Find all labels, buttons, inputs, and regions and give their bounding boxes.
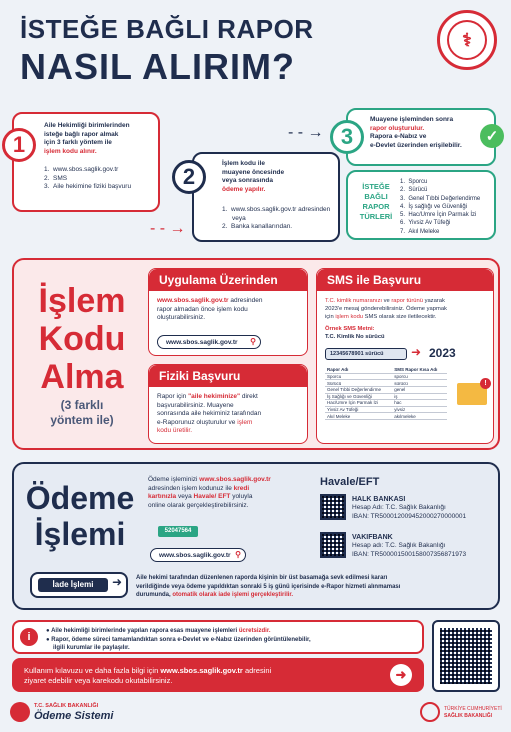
refund-text: verildiğinde veya ödeme yapıldıktan sonraki 5 iş günü içerisinde e-Rapor hizmeti alınmaması bbox=[136, 583, 401, 590]
info-icon: i bbox=[20, 628, 38, 646]
step3-number: 3 bbox=[330, 120, 364, 154]
sms-example-text: T.C. Kimlik No sürücü bbox=[325, 334, 385, 340]
step3-highlight: rapor oluşturulur. bbox=[370, 124, 425, 132]
step1-text: Aile Hekimliği birimlerinden bbox=[44, 122, 130, 129]
note-item: ilgili kurumlar ile paylaşılır. bbox=[53, 645, 130, 651]
app-card-text: www.sbos.saglik.gov.tr adresinden bbox=[157, 297, 263, 304]
sms-table bbox=[325, 367, 447, 420]
step3-text: Rapora e-Nabız ve bbox=[370, 133, 427, 140]
payment-text: Ödeme işleminizi www.sbos.saglik.gov.tr bbox=[148, 476, 271, 483]
check-icon: ✓ bbox=[480, 124, 504, 148]
step3-text: e-Devlet üzerinden erişilebilir. bbox=[370, 141, 462, 149]
physical-card-text: e-Raporunuz oluşturulur ve işlem bbox=[157, 418, 253, 426]
physical-card bbox=[148, 364, 308, 444]
sms-card-text: 2023'e mesaj gönderebilirsiniz. Ödeme yapmak bbox=[325, 306, 447, 312]
step1-item: 3. Aile hekimine fiziki başvuru bbox=[44, 183, 132, 190]
payment-heading: Ödeme İşlemi bbox=[25, 480, 135, 552]
footer-text: Kullanım kılavuzu ve daha fazla bilgi için www.sbos.saglik.gov.tr adresini bbox=[24, 666, 272, 675]
note-item: ● Aile hekimliği birimlerinde yapılan rapora esas muayene işlemleri ücretsizdir. bbox=[46, 628, 271, 634]
refund-label: İade İşlemi bbox=[38, 578, 108, 592]
report-type-item: 3. Genel Tıbbi Değerlendirme bbox=[400, 195, 481, 202]
footer-bar bbox=[12, 658, 424, 692]
step2-text: muayene öncesinde bbox=[222, 168, 285, 176]
app-card-text: rapor almadan önce işlem kodu bbox=[157, 305, 248, 313]
refund-text: durumunda, otomatik olarak iade işlemi gerçekleştirilir. bbox=[136, 592, 294, 598]
app-card bbox=[148, 268, 308, 356]
refund-badge bbox=[30, 572, 128, 598]
sms-card-title: SMS ile Başvuru bbox=[317, 269, 493, 291]
notes-box bbox=[12, 620, 424, 654]
page-title-line2: NASIL ALIRIM? bbox=[20, 46, 295, 87]
physical-card-text: Rapor için "aile hekiminize" direkt bbox=[157, 393, 258, 400]
step2-highlight: ödeme yapılır. bbox=[222, 185, 266, 193]
ministry-footer-logo-icon bbox=[420, 702, 440, 722]
qr-code-icon bbox=[320, 494, 346, 520]
step2-card bbox=[192, 152, 340, 242]
table-row: Hac/Umre İçin Parmak İzi hac bbox=[325, 400, 447, 407]
payment-text: online olarak gerçekleştirebilirsiniz. bbox=[148, 501, 249, 509]
report-types-card bbox=[346, 170, 496, 240]
sms-card-text: T.C. kimlik numaranızı ve rapor türünü yazarak bbox=[325, 298, 445, 304]
sms-number: 2023 bbox=[429, 346, 456, 360]
table-row: İş Sağlığı ve Güvenliği iş bbox=[325, 393, 447, 400]
table-header: SMS Rapor Kısa Adı bbox=[392, 367, 447, 373]
step3-card bbox=[346, 108, 496, 166]
note-item: ● Rapor, ödeme süreci tamamlandıktan sonra e-Devlet ve e-Nabız üzerinden görüntülenebilir, bbox=[46, 636, 311, 643]
report-types-list bbox=[400, 178, 480, 236]
search-input[interactable]: www.sbos.saglik.gov.tr ⚲ bbox=[157, 335, 261, 349]
code-section-heading: İşlem Kodu Alma bbox=[38, 282, 126, 396]
table-row: Genel Tıbbi Değerlendirme genel bbox=[325, 386, 447, 393]
refund-text: Aile hekimi tarafından düzenlenen raporda kişinin bir üst basamağa sevk edilmesi kararı bbox=[136, 575, 388, 581]
table-row: Akıl Meleke akılmeleke bbox=[325, 413, 447, 420]
search-icon: ⚲ bbox=[235, 550, 241, 559]
page-title-line1: İSTEĞE BAĞLI RAPOR bbox=[20, 14, 314, 44]
step2-text: İşlem kodu ile bbox=[222, 160, 265, 167]
bank-vakif: VAKIFBANK Hesap adı: T.C. Sağlık Bakanlığı IBAN: TR500001500158007356871973 bbox=[352, 534, 467, 558]
report-type-item: 5. Hac/Umre İçin Parmak İzi bbox=[400, 212, 477, 219]
step1-item: 2. SMS bbox=[44, 174, 68, 182]
arrow-right-icon: ➜ bbox=[112, 575, 123, 589]
caduceus-icon: ⚕ bbox=[447, 20, 487, 60]
table-row: Sürücü sürücü bbox=[325, 380, 447, 387]
report-type-item: 4. İş sağlığı ve Güvenliği bbox=[400, 203, 468, 210]
step1-text: için 3 farklı yöntem ile bbox=[44, 139, 112, 146]
report-types-label: İSTEĞE BAĞLI RAPOR TÜRLERİ bbox=[359, 182, 393, 221]
step1-card bbox=[12, 112, 160, 212]
footer-text: ziyaret edebilir veya karekodu okutabilirsiniz. bbox=[24, 676, 173, 685]
ministry-footer-text: TÜRKİYE CUMHURİYETİ SAĞLIK BAKANLIĞI bbox=[444, 706, 502, 719]
payment-section bbox=[12, 462, 500, 610]
step3-text: Muayene işleminden sonra bbox=[370, 116, 454, 123]
report-type-item: 1. Sporcu bbox=[400, 179, 428, 185]
table-row: Sporcu sporcu bbox=[325, 373, 447, 380]
arrow-right-icon: ➜ bbox=[390, 664, 412, 686]
sms-example-input: 12345678901 sürücü bbox=[325, 348, 407, 360]
envelope-icon: ! bbox=[457, 383, 487, 405]
step1-text: isteğe bağlı rapor almak bbox=[44, 130, 119, 138]
step2-number: 2 bbox=[172, 160, 206, 194]
physical-card-title: Fiziki Başvuru bbox=[149, 365, 307, 387]
step1-item: 1. www.sbos.saglik.gov.tr bbox=[44, 166, 119, 173]
havale-title: Havale/EFT bbox=[320, 476, 380, 488]
code-section-subheading: (3 farklı yöntem ile) bbox=[50, 398, 114, 427]
report-type-item: 6. Yivsiz Av Tüfeği bbox=[400, 220, 451, 227]
payment-text: adresinden işlem kodunuz ile kredi bbox=[148, 484, 250, 492]
physical-card-text: başvurabilirsiniz. Muayene bbox=[157, 401, 234, 409]
payment-search-input[interactable]: www.sbos.saglik.gov.tr ⚲ bbox=[150, 548, 246, 562]
step2-text: veya sonrasında bbox=[222, 177, 273, 184]
physical-card-text: sonrasında aile hekiminiz tarafından bbox=[157, 410, 262, 417]
qr-code-icon bbox=[320, 532, 346, 558]
dashed-arrow-icon: - - → bbox=[150, 220, 186, 237]
step2-item: 2. Banka kanallarından. bbox=[222, 223, 293, 230]
sms-card-text: için işlem kodu SMS olarak size iletilecektir. bbox=[325, 314, 437, 320]
brand-logo-icon bbox=[10, 702, 30, 722]
step2-item: 1. www.sbos.saglik.gov.tr adresinden veya bbox=[222, 206, 331, 222]
report-type-item: 7. Akıl Meleke bbox=[400, 228, 440, 235]
bank-halk: HALK BANKASI Hesap Adı: T.C. Sağlık Bakanlığı IBAN: TR500012009452000270000001 bbox=[352, 496, 467, 520]
sms-card bbox=[316, 268, 494, 444]
report-type-item: 2. Sürücü bbox=[400, 187, 428, 194]
app-card-text: oluşturabilirsiniz. bbox=[157, 314, 206, 321]
qr-code[interactable] bbox=[432, 620, 500, 692]
table-header: Rapor Adı bbox=[325, 367, 392, 373]
physical-card-text: kodu üretilir. bbox=[157, 427, 193, 434]
code-section bbox=[12, 258, 500, 450]
step1-number: 1 bbox=[2, 128, 36, 162]
step1-highlight: işlem kodu alınır. bbox=[44, 147, 97, 155]
ministry-logo bbox=[437, 10, 497, 70]
arrow-right-icon: ➜ bbox=[411, 345, 422, 359]
code-sample: 52047564 bbox=[158, 526, 198, 537]
payment-text: kartınızla veya Havale/ EFT yoluyla bbox=[148, 493, 253, 500]
app-card-title: Uygulama Üzerinden bbox=[149, 269, 307, 291]
brand-small: T.C. SAĞLIK BAKANLIĞI bbox=[34, 703, 99, 709]
sms-example-label: Örnek SMS Metni: bbox=[325, 326, 375, 332]
table-row: Yivsiz Av Tüfeği yivsiz bbox=[325, 406, 447, 413]
search-icon: ⚲ bbox=[250, 337, 256, 346]
dashed-arrow-icon: - - → bbox=[288, 124, 324, 141]
brand-big: Ödeme Sistemi bbox=[34, 710, 114, 722]
